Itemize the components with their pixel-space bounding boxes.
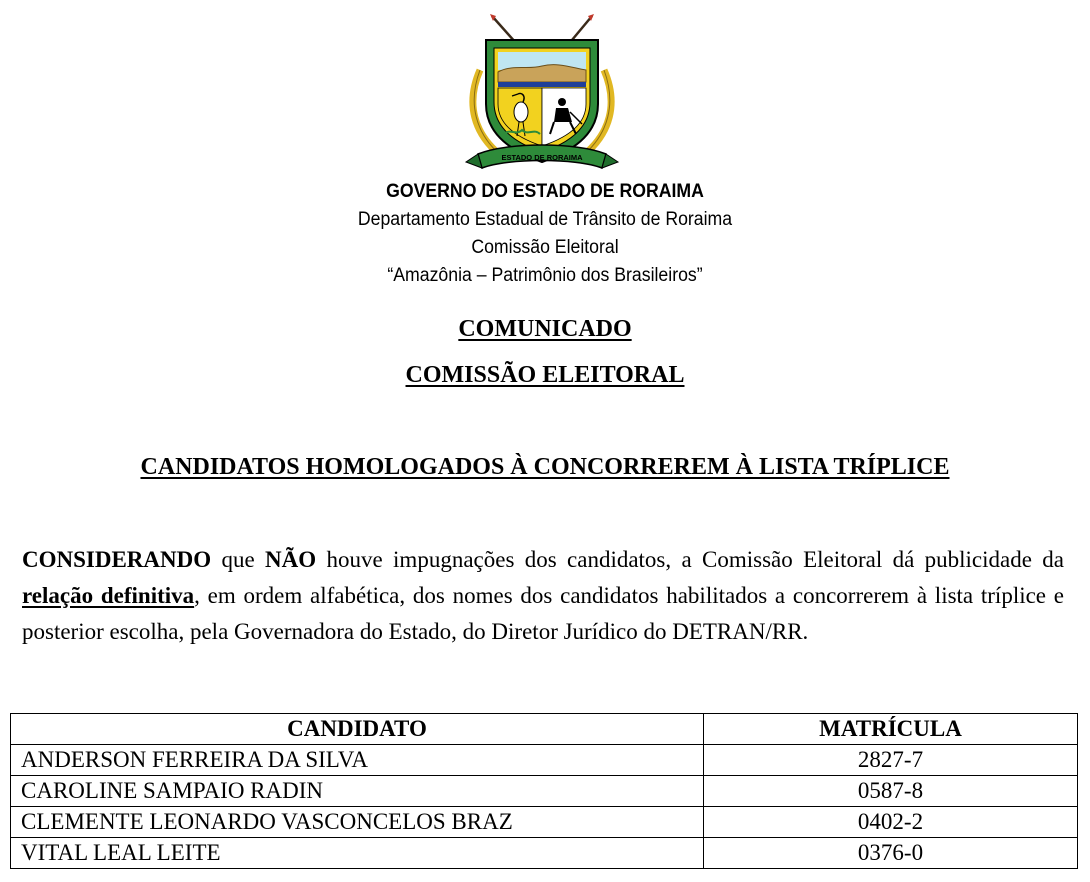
paragraph-emphasis: NÃO (265, 547, 317, 572)
paragraph-text-3: , em ordem alfabética, dos nomes dos candidatos habilitados a concorrerem à lista tríplice e posterior escolha, pela Governadora do Estado, do Diretor Jurídico do DETRAN/RR. (22, 583, 1064, 644)
table-row (11, 776, 1078, 807)
roraima-coat-of-arms-icon (458, 12, 626, 180)
letterhead (0, 178, 1090, 290)
candidate-registration: 2827-7 (704, 745, 1078, 776)
body-paragraph (22, 542, 1064, 650)
paragraph-text-1: que (211, 547, 266, 572)
candidate-name: CLEMENTE LEONARDO VASCONCELOS BRAZ (11, 807, 704, 838)
candidate-name: VITAL LEAL LEITE (11, 838, 704, 869)
candidate-registration: 0402-2 (704, 807, 1078, 838)
motto: “Amazônia – Patrimônio dos Brasileiros” (387, 265, 703, 286)
commission-name: Comissão Eleitoral (471, 237, 619, 258)
candidate-registration: 0587-8 (704, 776, 1078, 807)
table-row (11, 807, 1078, 838)
table-row (11, 838, 1078, 869)
header-candidate: CANDIDATO (11, 714, 704, 745)
government-name: GOVERNO DO ESTADO DE RORAIMA (386, 181, 704, 202)
title-subject-text: CANDIDATOS HOMOLOGADOS À CONCORREREM À LISTA TRÍPLICE (140, 454, 950, 480)
paragraph-text-2: houve impugnações dos candidatos, a Comissão Eleitoral dá publicidade da (316, 547, 1064, 572)
candidate-name: CAROLINE SAMPAIO RADIN (11, 776, 704, 807)
paragraph-underlined: relação definitiva (22, 583, 195, 608)
title-commission-text: COMISSÃO ELEITORAL (405, 362, 685, 388)
title-subject (0, 454, 1090, 481)
title-communique-text: COMUNICADO (458, 316, 632, 342)
crest-ribbon-label: ESTADO DE RORAIMA (501, 153, 583, 162)
title-commission (0, 362, 1090, 389)
candidate-name: ANDERSON FERREIRA DA SILVA (11, 745, 704, 776)
title-communique (0, 316, 1090, 343)
candidates-table-wrapper (10, 713, 1078, 869)
paragraph-lead: CONSIDERANDO (22, 547, 212, 572)
table-header-row (11, 714, 1078, 745)
candidate-registration: 0376-0 (704, 838, 1078, 869)
header-registration: MATRÍCULA (704, 714, 1078, 745)
candidates-table (10, 713, 1078, 869)
table-row (11, 745, 1078, 776)
department-name: Departamento Estadual de Trânsito de Roraima (357, 209, 733, 230)
